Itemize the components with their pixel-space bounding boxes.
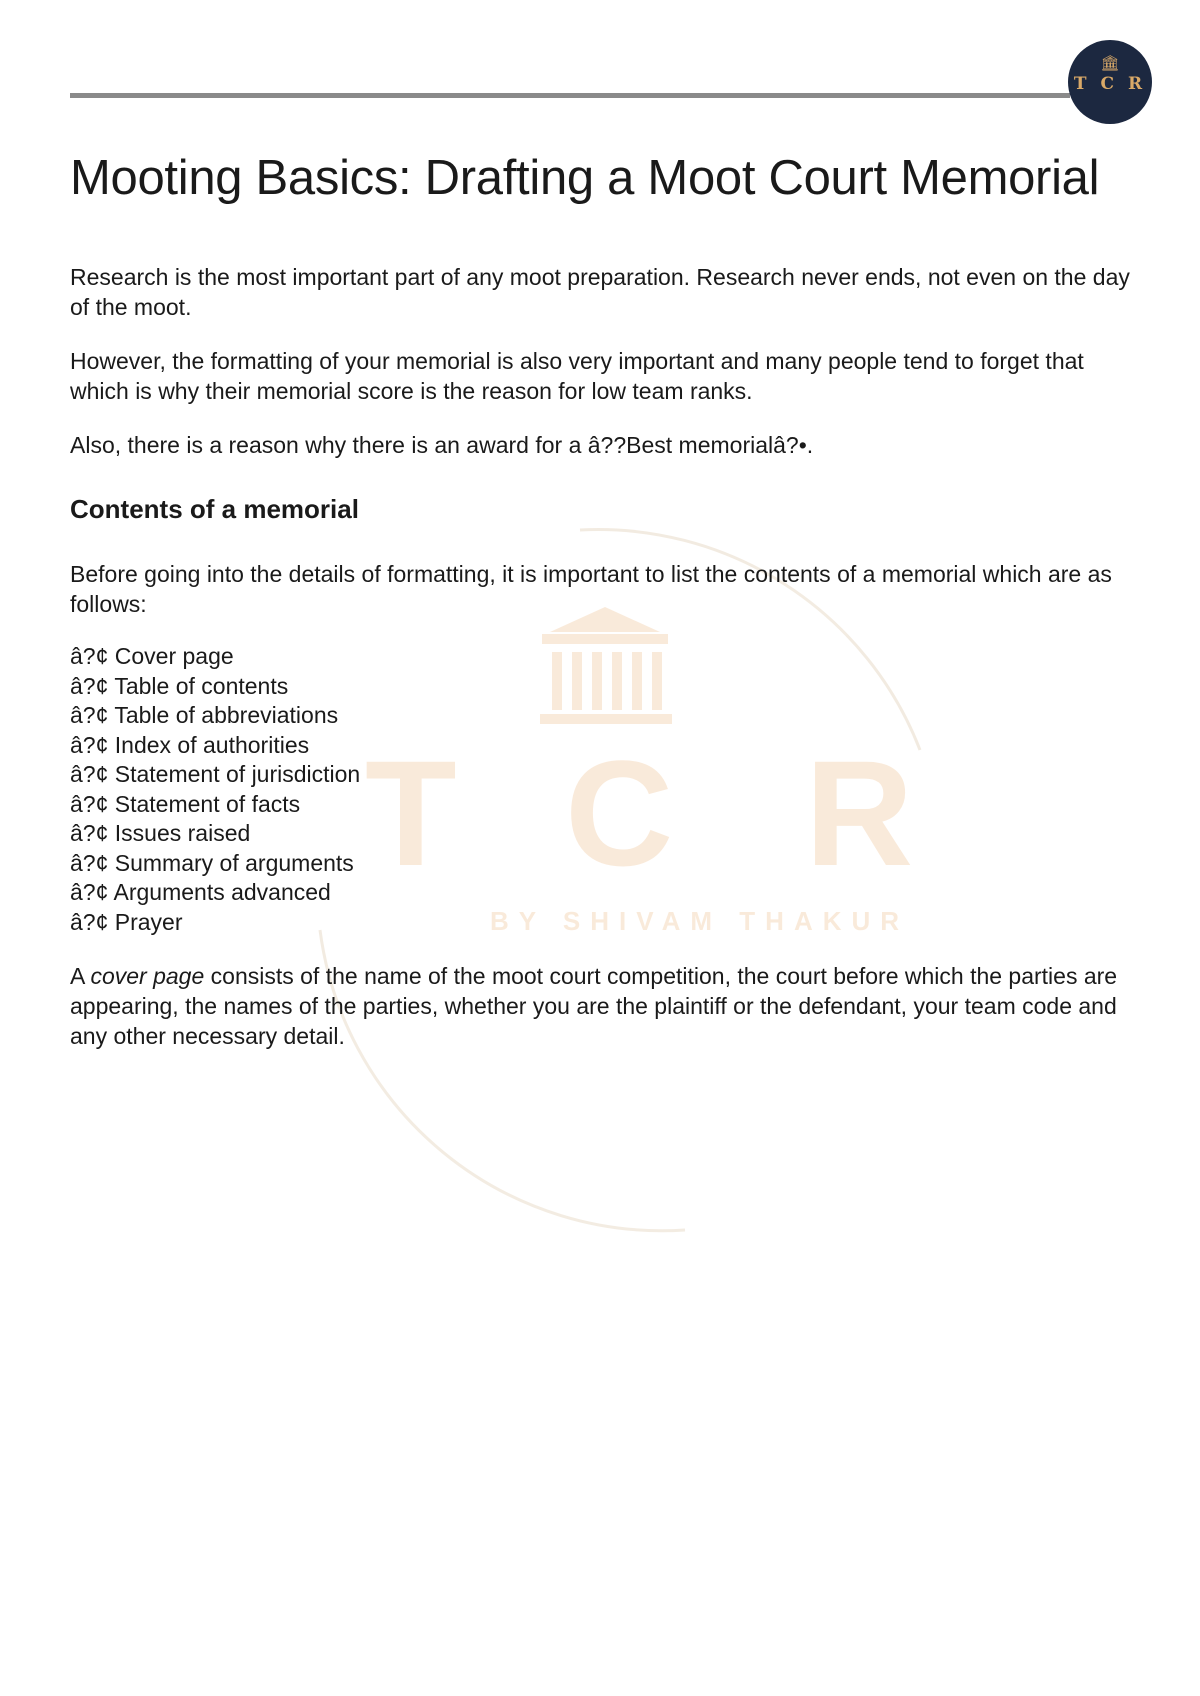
logo-text: T C R — [1073, 74, 1147, 94]
list-item: â?¢ Summary of arguments — [70, 849, 354, 876]
list-item: â?¢ Issues raised — [70, 820, 251, 846]
cover-page-term: cover page — [90, 963, 205, 989]
contents-lead-paragraph: Before going into the details of formatting, it is important to list the contents of a memorial which are as follows: — [70, 561, 1112, 617]
list-item: â?¢ Prayer — [70, 908, 183, 935]
list-item: â?¢ Index of authorities — [70, 731, 310, 758]
contents-list — [70, 642, 1130, 937]
header-rule — [70, 93, 1070, 98]
watermark-letter-t: T — [365, 729, 457, 897]
list-item: â?¢ Table of abbreviations — [70, 702, 339, 728]
section-heading: Contents of a memorial — [70, 494, 359, 524]
intro-paragraph-award: Also, there is a reason why there is an award for a â??Best memorialâ?•. — [70, 432, 814, 458]
watermark-letter-r: R — [805, 729, 914, 897]
watermark-byline: BY SHIVAM THAKUR — [490, 906, 910, 936]
cover-page-paragraph — [70, 961, 1130, 1051]
intro-paragraph-research: Research is the most important part of any moot preparation. Research never ends, not even on the day of the moot. — [70, 264, 1130, 320]
list-item: â?¢ Statement of facts — [70, 790, 301, 817]
page-title: Mooting Basics: Drafting a Moot Court Memorial — [70, 151, 1100, 205]
watermark-letter-c: C — [565, 729, 674, 897]
cover-description: consists of the name of the moot court competition, the court before which the parties are appearing, the names of the parties, whether you are the plaintiff or the defendant, your team code and any other necessary detail. — [70, 963, 1118, 1049]
intro-paragraph-formatting: However, the formatting of your memorial is also very important and many people tend to forget that which is why their memorial score is the reason for low team ranks. — [70, 348, 1084, 404]
list-item: â?¢ Table of contents — [70, 672, 289, 699]
list-item: â?¢ Statement of jurisdiction — [70, 761, 361, 787]
tcr-logo — [1068, 40, 1152, 124]
pillar-icon: 🏛︎ — [1100, 54, 1120, 72]
list-item: â?¢ Arguments advanced — [70, 879, 331, 905]
list-item: â?¢ Cover page — [70, 643, 234, 669]
document-body — [70, 150, 1130, 1051]
cover-prefix: A — [70, 963, 91, 989]
